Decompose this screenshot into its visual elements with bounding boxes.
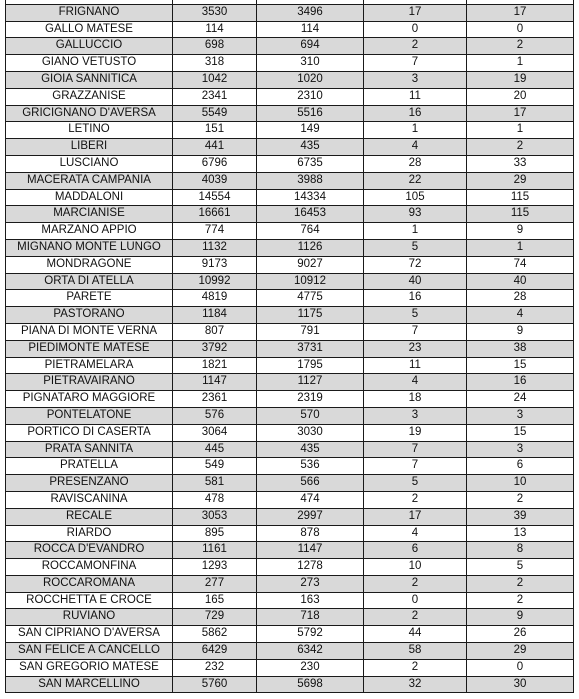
value-cell-2: 718 xyxy=(257,609,364,626)
value-cell-4: 115 xyxy=(467,189,574,206)
table-row xyxy=(6,374,574,391)
value-cell-2: 435 xyxy=(257,139,364,156)
value-cell-3: 2 xyxy=(364,38,467,55)
value-cell-1: 1184 xyxy=(173,307,257,324)
value-cell-3: 10 xyxy=(364,559,467,576)
value-cell-1: 114 xyxy=(173,21,257,38)
municipality-cell: PARETE xyxy=(6,290,173,307)
value-cell-4: 15 xyxy=(467,424,574,441)
value-cell-2: 2310 xyxy=(257,88,364,105)
value-cell-2: 163 xyxy=(257,592,364,609)
table-row xyxy=(6,458,574,475)
value-cell-3: 16 xyxy=(364,290,467,307)
value-cell-1: 3053 xyxy=(173,508,257,525)
value-cell-4: 2 xyxy=(467,139,574,156)
value-cell-1: 9173 xyxy=(173,256,257,273)
value-cell-4: 30 xyxy=(467,676,574,693)
value-cell-3: 17 xyxy=(364,508,467,525)
municipality-cell: PIGNATARO MAGGIORE xyxy=(6,391,173,408)
value-cell-4: 13 xyxy=(467,525,574,542)
value-cell-3: 44 xyxy=(364,626,467,643)
value-cell-1: 1132 xyxy=(173,239,257,256)
value-cell-3: 28 xyxy=(364,155,467,172)
municipality-cell: MONDRAGONE xyxy=(6,256,173,273)
municipality-cell: GALLO MATESE xyxy=(6,21,173,38)
municipality-cell: MARZANO APPIO xyxy=(6,223,173,240)
value-cell-2: 694 xyxy=(257,38,364,55)
value-cell-4: 0 xyxy=(467,21,574,38)
table-body xyxy=(6,0,574,693)
municipality-cell: LUSCIANO xyxy=(6,155,173,172)
table-row xyxy=(6,273,574,290)
table-row xyxy=(6,542,574,559)
value-cell-3: 2 xyxy=(364,659,467,676)
value-cell-3: 3 xyxy=(364,407,467,424)
table-row xyxy=(6,239,574,256)
value-cell-4: 26 xyxy=(467,626,574,643)
value-cell-4: 8 xyxy=(467,542,574,559)
value-cell-1: 232 xyxy=(173,659,257,676)
table-row xyxy=(6,206,574,223)
value-cell-4: 29 xyxy=(467,643,574,660)
municipality-cell: PRATELLA xyxy=(6,458,173,475)
table-row xyxy=(6,105,574,122)
value-cell-2: 878 xyxy=(257,525,364,542)
municipality-cell: MADDALONI xyxy=(6,189,173,206)
value-cell-2: 1127 xyxy=(257,374,364,391)
municipality-cell: RUVIANO xyxy=(6,609,173,626)
table-row xyxy=(6,592,574,609)
value-cell-3: 3 xyxy=(364,71,467,88)
value-cell-4: 19 xyxy=(467,71,574,88)
value-cell-2: 16453 xyxy=(257,206,364,223)
value-cell-4: 1 xyxy=(467,239,574,256)
value-cell-4: 9 xyxy=(467,323,574,340)
value-cell-1: 5862 xyxy=(173,626,257,643)
value-cell-4: 10 xyxy=(467,475,574,492)
value-cell-1: 16661 xyxy=(173,206,257,223)
value-cell-1: 698 xyxy=(173,38,257,55)
table-row xyxy=(6,172,574,189)
value-cell-4: 1 xyxy=(467,122,574,139)
value-cell-3: 7 xyxy=(364,323,467,340)
municipality-cell: GRICIGNANO D'AVERSA xyxy=(6,105,173,122)
value-cell-4: 3 xyxy=(467,407,574,424)
value-cell-3: 0 xyxy=(364,592,467,609)
value-cell-4: 9 xyxy=(467,609,574,626)
value-cell-3: 6 xyxy=(364,542,467,559)
value-cell-3: 5 xyxy=(364,239,467,256)
municipality-cell: SAN CIPRIANO D'AVERSA xyxy=(6,626,173,643)
table-row xyxy=(6,407,574,424)
value-cell-4: 20 xyxy=(467,88,574,105)
value-cell-2: 2319 xyxy=(257,391,364,408)
value-cell-2: 5516 xyxy=(257,105,364,122)
municipality-cell: MACERATA CAMPANIA xyxy=(6,172,173,189)
value-cell-3: 17 xyxy=(364,4,467,21)
table-row xyxy=(6,676,574,693)
table-row xyxy=(6,575,574,592)
table-row xyxy=(6,626,574,643)
municipality-cell: PIANA DI MONTE VERNA xyxy=(6,323,173,340)
value-cell-2: 310 xyxy=(257,55,364,72)
value-cell-1: 3792 xyxy=(173,340,257,357)
value-cell-2: 1147 xyxy=(257,542,364,559)
value-cell-3: 11 xyxy=(364,88,467,105)
value-cell-2: 566 xyxy=(257,475,364,492)
table-row xyxy=(6,491,574,508)
table-row xyxy=(6,307,574,324)
table-row xyxy=(6,441,574,458)
municipality-cell: PIETRAMELARA xyxy=(6,357,173,374)
table-row xyxy=(6,189,574,206)
value-cell-2: 3496 xyxy=(257,4,364,21)
value-cell-3: 22 xyxy=(364,172,467,189)
municipality-cell: RAVISCANINA xyxy=(6,491,173,508)
municipality-cell: SAN FELICE A CANCELLO xyxy=(6,643,173,660)
municipality-cell: LETINO xyxy=(6,122,173,139)
table-row xyxy=(6,659,574,676)
value-cell-1: 165 xyxy=(173,592,257,609)
value-cell-3: 32 xyxy=(364,676,467,693)
value-cell-1: 4819 xyxy=(173,290,257,307)
value-cell-1: 2361 xyxy=(173,391,257,408)
table-row xyxy=(6,357,574,374)
municipality-cell: PIEDIMONTE MATESE xyxy=(6,340,173,357)
municipality-cell: RECALE xyxy=(6,508,173,525)
municipality-cell: SAN GREGORIO MATESE xyxy=(6,659,173,676)
value-cell-3: 2 xyxy=(364,575,467,592)
value-cell-2: 474 xyxy=(257,491,364,508)
value-cell-2: 14334 xyxy=(257,189,364,206)
value-cell-2: 2997 xyxy=(257,508,364,525)
value-cell-2: 764 xyxy=(257,223,364,240)
value-cell-1: 478 xyxy=(173,491,257,508)
table-row xyxy=(6,122,574,139)
table-row xyxy=(6,475,574,492)
value-cell-3: 1 xyxy=(364,122,467,139)
municipality-cell: PORTICO DI CASERTA xyxy=(6,424,173,441)
value-cell-4: 2 xyxy=(467,592,574,609)
value-cell-3: 2 xyxy=(364,491,467,508)
value-cell-1: 549 xyxy=(173,458,257,475)
table-row xyxy=(6,139,574,156)
value-cell-1: 6429 xyxy=(173,643,257,660)
value-cell-2: 1175 xyxy=(257,307,364,324)
value-cell-2: 3988 xyxy=(257,172,364,189)
value-cell-4: 4 xyxy=(467,307,574,324)
value-cell-3: 2 xyxy=(364,609,467,626)
value-cell-4: 2 xyxy=(467,38,574,55)
value-cell-3: 0 xyxy=(364,21,467,38)
value-cell-4: 115 xyxy=(467,206,574,223)
value-cell-3: 5 xyxy=(364,475,467,492)
value-cell-1: 445 xyxy=(173,441,257,458)
municipality-cell: GIOIA SANNITICA xyxy=(6,71,173,88)
value-cell-4: 2 xyxy=(467,491,574,508)
value-cell-2: 1795 xyxy=(257,357,364,374)
value-cell-1: 277 xyxy=(173,575,257,592)
value-cell-1: 1821 xyxy=(173,357,257,374)
value-cell-1: 5549 xyxy=(173,105,257,122)
municipality-cell: FRIGNANO xyxy=(6,4,173,21)
value-cell-1: 2341 xyxy=(173,88,257,105)
value-cell-4: 1 xyxy=(467,55,574,72)
value-cell-2: 4775 xyxy=(257,290,364,307)
value-cell-2: 435 xyxy=(257,441,364,458)
municipality-cell: PRATA SANNITA xyxy=(6,441,173,458)
table-row xyxy=(6,525,574,542)
value-cell-4: 24 xyxy=(467,391,574,408)
value-cell-1: 4039 xyxy=(173,172,257,189)
municipality-cell: MIGNANO MONTE LUNGO xyxy=(6,239,173,256)
value-cell-2: 1020 xyxy=(257,71,364,88)
municipality-cell: ORTA DI ATELLA xyxy=(6,273,173,290)
value-cell-1: 581 xyxy=(173,475,257,492)
value-cell-2: 273 xyxy=(257,575,364,592)
municipality-cell: MARCIANISE xyxy=(6,206,173,223)
value-cell-4: 17 xyxy=(467,4,574,21)
municipality-cell: GALLUCCIO xyxy=(6,38,173,55)
value-cell-4: 3 xyxy=(467,441,574,458)
value-cell-2: 1126 xyxy=(257,239,364,256)
value-cell-1: 6796 xyxy=(173,155,257,172)
value-cell-3: 19 xyxy=(364,424,467,441)
table-row xyxy=(6,4,574,21)
value-cell-3: 58 xyxy=(364,643,467,660)
municipality-cell: LIBERI xyxy=(6,139,173,156)
value-cell-3: 7 xyxy=(364,458,467,475)
value-cell-4: 33 xyxy=(467,155,574,172)
value-cell-3: 16 xyxy=(364,105,467,122)
value-cell-2: 6342 xyxy=(257,643,364,660)
value-cell-1: 14554 xyxy=(173,189,257,206)
value-cell-3: 40 xyxy=(364,273,467,290)
value-cell-1: 807 xyxy=(173,323,257,340)
table-row xyxy=(6,609,574,626)
value-cell-1: 441 xyxy=(173,139,257,156)
municipality-cell: PIETRAVAIRANO xyxy=(6,374,173,391)
value-cell-2: 149 xyxy=(257,122,364,139)
table-row xyxy=(6,340,574,357)
value-cell-2: 5792 xyxy=(257,626,364,643)
value-cell-4: 29 xyxy=(467,172,574,189)
value-cell-3: 93 xyxy=(364,206,467,223)
value-cell-1: 1147 xyxy=(173,374,257,391)
table-row xyxy=(6,290,574,307)
value-cell-3: 72 xyxy=(364,256,467,273)
value-cell-3: 7 xyxy=(364,55,467,72)
value-cell-4: 28 xyxy=(467,290,574,307)
value-cell-1: 5760 xyxy=(173,676,257,693)
table-row xyxy=(6,643,574,660)
table-row xyxy=(6,155,574,172)
value-cell-3: 4 xyxy=(364,139,467,156)
value-cell-2: 9027 xyxy=(257,256,364,273)
value-cell-1: 1293 xyxy=(173,559,257,576)
value-cell-3: 105 xyxy=(364,189,467,206)
municipality-cell: ROCCAMONFINA xyxy=(6,559,173,576)
value-cell-4: 74 xyxy=(467,256,574,273)
value-cell-4: 6 xyxy=(467,458,574,475)
value-cell-2: 6735 xyxy=(257,155,364,172)
value-cell-3: 4 xyxy=(364,374,467,391)
value-cell-3: 11 xyxy=(364,357,467,374)
table-row xyxy=(6,223,574,240)
value-cell-2: 5698 xyxy=(257,676,364,693)
value-cell-1: 576 xyxy=(173,407,257,424)
value-cell-3: 5 xyxy=(364,307,467,324)
municipality-cell: SAN MARCELLINO xyxy=(6,676,173,693)
municipality-cell: ROCCAROMANA xyxy=(6,575,173,592)
value-cell-3: 18 xyxy=(364,391,467,408)
value-cell-4: 2 xyxy=(467,575,574,592)
value-cell-2: 1278 xyxy=(257,559,364,576)
municipality-cell: GIANO VETUSTO xyxy=(6,55,173,72)
municipality-cell: RIARDO xyxy=(6,525,173,542)
value-cell-4: 15 xyxy=(467,357,574,374)
table-row xyxy=(6,21,574,38)
value-cell-1: 3530 xyxy=(173,4,257,21)
value-cell-3: 7 xyxy=(364,441,467,458)
value-cell-3: 1 xyxy=(364,223,467,240)
table-row xyxy=(6,424,574,441)
value-cell-1: 318 xyxy=(173,55,257,72)
value-cell-1: 1042 xyxy=(173,71,257,88)
table-row xyxy=(6,323,574,340)
value-cell-2: 570 xyxy=(257,407,364,424)
value-cell-2: 3731 xyxy=(257,340,364,357)
value-cell-1: 895 xyxy=(173,525,257,542)
value-cell-4: 5 xyxy=(467,559,574,576)
value-cell-2: 10912 xyxy=(257,273,364,290)
value-cell-3: 4 xyxy=(364,525,467,542)
value-cell-1: 3064 xyxy=(173,424,257,441)
table-row xyxy=(6,55,574,72)
municipality-cell: GRAZZANISE xyxy=(6,88,173,105)
value-cell-4: 0 xyxy=(467,659,574,676)
table-row xyxy=(6,559,574,576)
municipality-cell: PASTORANO xyxy=(6,307,173,324)
table-row xyxy=(6,508,574,525)
value-cell-4: 9 xyxy=(467,223,574,240)
table-row xyxy=(6,256,574,273)
value-cell-4: 39 xyxy=(467,508,574,525)
value-cell-1: 1161 xyxy=(173,542,257,559)
value-cell-1: 774 xyxy=(173,223,257,240)
municipality-cell: PONTELATONE xyxy=(6,407,173,424)
value-cell-1: 151 xyxy=(173,122,257,139)
value-cell-4: 17 xyxy=(467,105,574,122)
table-row xyxy=(6,391,574,408)
table-row xyxy=(6,38,574,55)
value-cell-2: 536 xyxy=(257,458,364,475)
value-cell-4: 38 xyxy=(467,340,574,357)
municipality-cell: PRESENZANO xyxy=(6,475,173,492)
value-cell-4: 16 xyxy=(467,374,574,391)
data-table xyxy=(5,0,574,693)
value-cell-1: 729 xyxy=(173,609,257,626)
table-row xyxy=(6,71,574,88)
municipality-cell: ROCCA D'EVANDRO xyxy=(6,542,173,559)
value-cell-1: 10992 xyxy=(173,273,257,290)
value-cell-2: 114 xyxy=(257,21,364,38)
municipality-cell: ROCCHETTA E CROCE xyxy=(6,592,173,609)
value-cell-2: 230 xyxy=(257,659,364,676)
table-row xyxy=(6,88,574,105)
value-cell-2: 3030 xyxy=(257,424,364,441)
value-cell-3: 23 xyxy=(364,340,467,357)
value-cell-4: 40 xyxy=(467,273,574,290)
value-cell-2: 791 xyxy=(257,323,364,340)
